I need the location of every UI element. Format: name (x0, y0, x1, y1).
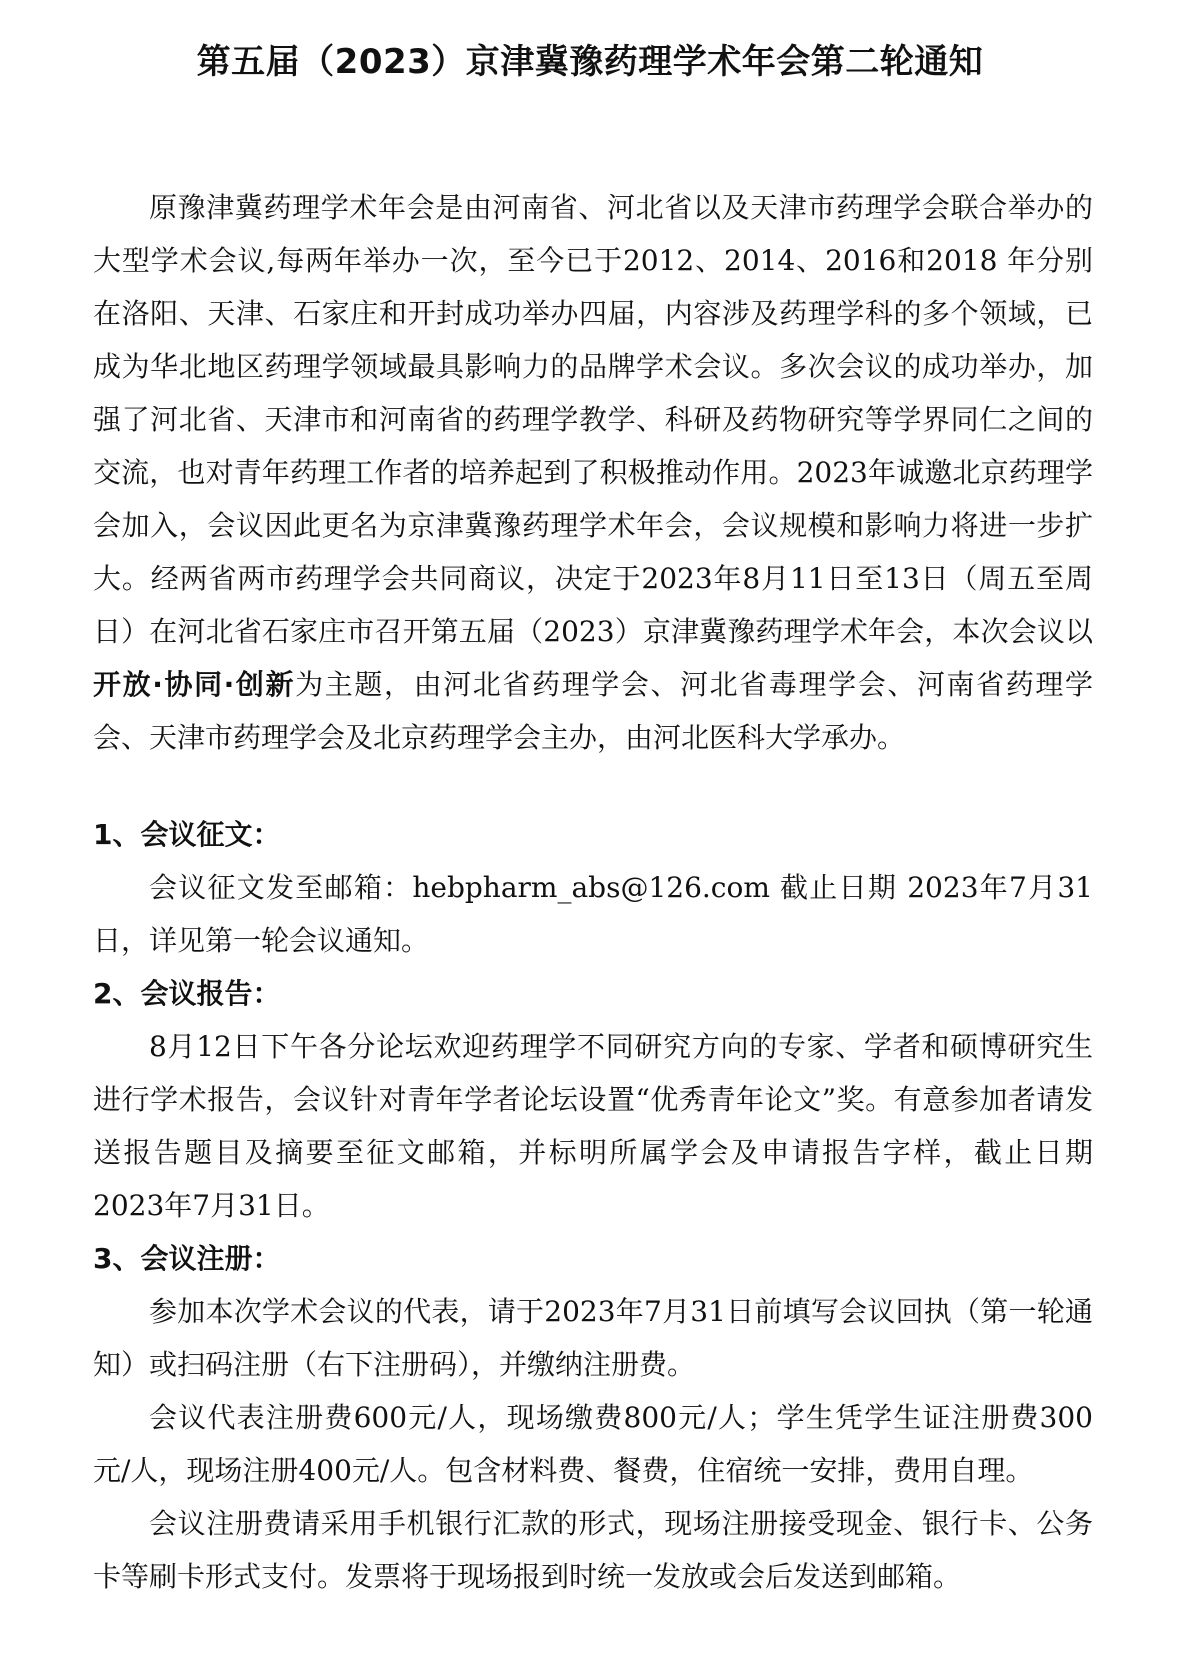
section-heading: 3、会议注册： (93, 1242, 281, 1275)
section-heading: 2、会议报告： (93, 977, 281, 1010)
intro-text-before-theme: 原豫津冀药理学术年会是由河南省、河北省以及天津市药理学会联合举办的大型学术会议,每两年举办一次，至今已于2012、2014、2016和2018 年分别在洛阳、天津、石家庄和开封成功举办四届，内容涉及药理学科的多个领域，已成为华北地区药理学领域最具影响力的品牌学术会议。多次会议的成功举办，加强了河北省、天津市和河南省的药理学教学、科研及药物研究等学界同仁之间的交流，也对青年药理工作者的培养起到了积极推动作用。2023年诚邀北京药理学会加入，会议因此更名为京津冀豫药理学术年会，会议规模和影响力将进一步扩大。经两省两市药理学会共同商议，决定于2023年8月11日至13日（周五至周日）在河北省石家庄市召开第五届（2023）京津冀豫药理学术年会，本次会议以 (93, 191, 1093, 648)
section-paragraph: 会议代表注册费600元/人，现场缴费800元/人；学生凭学生证注册费300元/人，现场注册400元/人。包含材料费、餐费，住宿统一安排，费用自理。 (93, 1401, 1093, 1487)
document-title: 第五届（2023）京津冀豫药理学术年会第二轮通知 (196, 42, 984, 82)
section-registration (93, 1232, 1093, 1603)
intro-paragraph (93, 181, 1093, 764)
section-paragraph: 参加本次学术会议的代表，请于2023年7月31日前填写会议回执（第一轮通知）或扫码注册（右下注册码），并缴纳注册费。 (93, 1295, 1093, 1381)
section-paragraph: 会议注册费请采用手机银行汇款的形式，现场注册接受现金、银行卡、公务卡等刷卡形式支付。发票将于现场报到时统一发放或会后发送到邮箱。 (93, 1507, 1093, 1593)
intro-text-after-theme: 为主题，由河北省药理学会、河北省毒理学会、河南省药理学会、天津市药理学会及北京药理学会主办，由河北医科大学承办。 (93, 668, 1093, 754)
section-conference-reports (93, 967, 1093, 1232)
document-body (93, 181, 1093, 1603)
conference-theme: 开放·协同·创新 (93, 668, 296, 701)
section-call-for-papers (93, 808, 1093, 967)
section-heading: 1、会议征文： (93, 818, 281, 851)
section-paragraph: 8月12日下午各分论坛欢迎药理学不同研究方向的专家、学者和硕博研究生进行学术报告，会议针对青年学者论坛设置“优秀青年论文”奖。有意参加者请发送报告题目及摘要至征文邮箱，并标明所属学会及申请报告字样，截止日期 2023年7月31日。 (93, 1030, 1093, 1222)
section-paragraph: 会议征文发至邮箱：hebpharm_abs@126.com 截止日期 2023年7月31日，详见第一轮会议通知。 (93, 871, 1093, 957)
